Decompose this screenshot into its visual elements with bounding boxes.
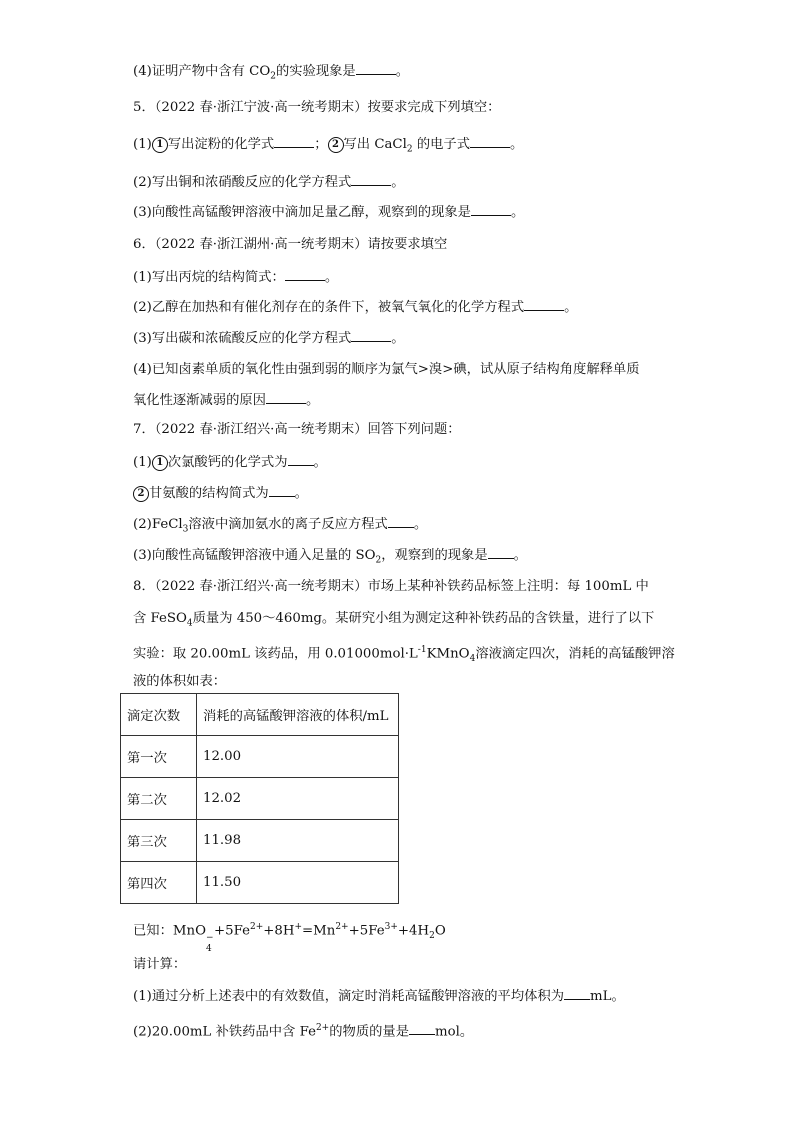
punctuation: 。 — [510, 205, 525, 220]
table-cell: 第三次 — [121, 820, 197, 862]
answer-blank[interactable] — [274, 135, 314, 148]
q5-part1-text: 的电子式 — [412, 137, 471, 152]
q7-part2-text: 溶液中滴加氨水的离子反应方程式 — [188, 517, 388, 532]
answer-blank[interactable] — [269, 484, 295, 497]
circled-number-1: 1 — [152, 137, 168, 153]
punctuation: ； — [314, 137, 328, 152]
q5-part1-text: 写出 CaCl — [343, 137, 407, 152]
calc-part1 — [133, 987, 625, 1007]
equation-text: +8H — [263, 923, 295, 939]
answer-blank[interactable] — [564, 987, 590, 1000]
q4-sub4-text: 的实验现象是 — [275, 64, 356, 79]
titration-table-wrap — [120, 687, 399, 904]
table-row — [121, 736, 399, 778]
table-row — [121, 778, 399, 820]
punctuation: 。 — [510, 137, 524, 152]
calc-text: (1)通过分析上述表中的有效数值，滴定时消耗高锰酸钾溶液的平均体积为 — [133, 989, 565, 1004]
subscript: 4 — [205, 944, 212, 955]
superscript: + — [294, 922, 302, 932]
equation-text: O — [434, 923, 446, 939]
q6-part2-text: (2)乙醇在加热和有催化剂存在的条件下，被氧气氧化的化学方程式 — [133, 300, 525, 315]
q6-part2 — [133, 298, 577, 318]
subscript: 2 — [270, 71, 276, 82]
q8-text: 实验：取 20.00mL 该药品，用 0.01000mol·L — [133, 646, 418, 662]
calc-text: 的物质的量是 — [329, 1024, 410, 1040]
equation-text: +4H — [397, 923, 430, 939]
q7-part3-text: (3)向酸性高锰酸钾溶液中通入足量的 SO — [133, 548, 376, 563]
answer-blank[interactable] — [524, 298, 564, 311]
q7-part3 — [133, 546, 527, 571]
punctuation: 。 — [413, 517, 428, 532]
punctuation: 。 — [391, 175, 405, 190]
punctuation: 。 — [324, 270, 339, 285]
q8-line4: 液的体积如表： — [133, 674, 227, 689]
answer-blank[interactable] — [351, 329, 391, 342]
q6-part4-line2 — [133, 391, 319, 411]
equation-text: +5Fe — [348, 923, 385, 939]
q6-part3-text: (3)写出碳和浓硫酸反应的化学方程式 — [133, 331, 352, 346]
answer-blank[interactable] — [288, 453, 314, 466]
superscript: 2+ — [249, 922, 264, 932]
q4-sub4-text: (4)证明产物中含有 CO — [133, 64, 271, 79]
punctuation: 。 — [294, 486, 308, 501]
q7-part1b-text: 甘氨酸的结构简式为 — [149, 486, 269, 501]
superscript: 2+ — [335, 922, 349, 932]
equation-text: +5Fe — [213, 923, 250, 939]
subscript: 4 — [469, 654, 476, 665]
answer-blank[interactable] — [470, 135, 510, 148]
q7-part1-text: 次氯酸钙的化学式为 — [167, 455, 288, 470]
q5-part1-text: 写出淀粉的化学式 — [167, 137, 275, 152]
answer-blank[interactable] — [388, 515, 414, 528]
q6-part1-text: (1)写出丙烷的结构简式： — [133, 270, 285, 285]
q5-part2 — [133, 173, 405, 193]
q7-title: 7．（2022 春·浙江绍兴·高一统考期末）回答下列问题： — [133, 422, 461, 437]
superscript: 3+ — [384, 922, 398, 932]
table-row — [121, 862, 399, 904]
part-label: (1) — [133, 137, 152, 152]
punctuation: 。 — [513, 548, 527, 563]
q7-part2-text: (2)FeCl — [133, 517, 183, 532]
punctuation: 。 — [391, 331, 405, 346]
punctuation: 。 — [395, 64, 410, 79]
subscript: 2 — [375, 555, 382, 566]
q5-part3-text: (3)向酸性高锰酸钾溶液中滴加足量乙醇，观察到的现象是 — [133, 205, 471, 220]
answer-blank[interactable] — [409, 1022, 435, 1035]
answer-blank[interactable] — [356, 62, 396, 75]
circled-number-2: 2 — [133, 486, 149, 502]
table-cell: 第四次 — [121, 862, 197, 904]
subscript: 4 — [186, 618, 193, 629]
titration-table — [120, 693, 399, 904]
superscript: − — [205, 933, 214, 944]
punctuation: 。 — [313, 455, 327, 470]
answer-blank[interactable] — [285, 268, 325, 281]
q6-part4-text: 氧化性逐渐减弱的原因 — [133, 393, 266, 408]
part-label: (1) — [133, 455, 152, 470]
superscript: -1 — [417, 645, 427, 655]
table-header-row — [121, 694, 399, 736]
q8-line1: 8．（2022 春·浙江绍兴·高一统考期末）市场上某种补铁药品标签上注明：每 100mL 中 — [133, 579, 649, 594]
circled-number-2: 2 — [328, 137, 344, 153]
q8-text: 溶液滴定四次，消耗的高锰酸钾溶 — [475, 646, 675, 662]
q7-part2 — [133, 515, 427, 540]
table-cell: 第一次 — [121, 736, 197, 778]
subscript: 2 — [406, 144, 413, 155]
q8-text: 含 FeSO — [133, 611, 187, 626]
equation-text: 已知：MnO — [133, 923, 206, 939]
equation-text: =Mn — [302, 923, 336, 939]
unit: mol。 — [435, 1024, 474, 1040]
punctuation: 。 — [305, 393, 320, 408]
table-header-cell: 消耗的高锰酸钾溶液的体积/mL — [197, 694, 399, 736]
answer-blank[interactable] — [471, 203, 511, 216]
q7-part3-text: ，观察到的现象是 — [381, 548, 488, 563]
known-equation — [133, 917, 446, 955]
subscript: 2 — [429, 931, 435, 942]
table-cell: 11.98 — [197, 820, 399, 862]
q6-part4-line1: (4)已知卤素单质的氧化性由强到弱的顺序为氯气>溴>碘，试从原子结构角度解释单质 — [133, 362, 640, 377]
q8-line2 — [133, 609, 654, 634]
superscript: 2+ — [315, 1023, 330, 1033]
table-cell: 12.00 — [197, 736, 399, 778]
q8-text: 质量为 450～460mg。某研究小组为测定这种补铁药品的含铁量，进行了以下 — [192, 611, 655, 626]
q6-part3 — [133, 329, 405, 349]
q5-part2-text: (2)写出铜和浓硝酸反应的化学方程式 — [133, 175, 352, 190]
calc-part2 — [133, 1018, 473, 1042]
unit: mL。 — [590, 989, 625, 1004]
q8-line3 — [133, 640, 675, 669]
q8-text: KMnO — [426, 646, 470, 662]
calc-heading: 请计算： — [133, 957, 187, 972]
subscript: 3 — [182, 524, 189, 535]
q6-title: 6．（2022 春·浙江湖州·高一统考期末）请按要求填空 — [133, 237, 448, 252]
table-cell: 11.50 — [197, 862, 399, 904]
q5-title: 5．（2022 春·浙江宁波·高一统考期末）按要求完成下列填空： — [133, 100, 501, 115]
answer-blank[interactable] — [351, 173, 391, 186]
q7-part1 — [133, 453, 327, 473]
answer-blank[interactable] — [266, 391, 306, 404]
table-header-cell: 滴定次数 — [121, 694, 197, 736]
q4-sub4 — [133, 62, 409, 87]
table-cell: 第二次 — [121, 778, 197, 820]
q7-part1b — [133, 484, 308, 504]
table-row — [121, 820, 399, 862]
punctuation: 。 — [564, 300, 578, 315]
answer-blank[interactable] — [488, 546, 514, 559]
q5-part3 — [133, 203, 524, 223]
table-cell: 12.02 — [197, 778, 399, 820]
q5-part1 — [133, 135, 523, 160]
q6-part1 — [133, 268, 338, 288]
circled-number-1: 1 — [152, 455, 168, 471]
calc-text: (2)20.00mL 补铁药品中含 Fe — [133, 1024, 316, 1040]
